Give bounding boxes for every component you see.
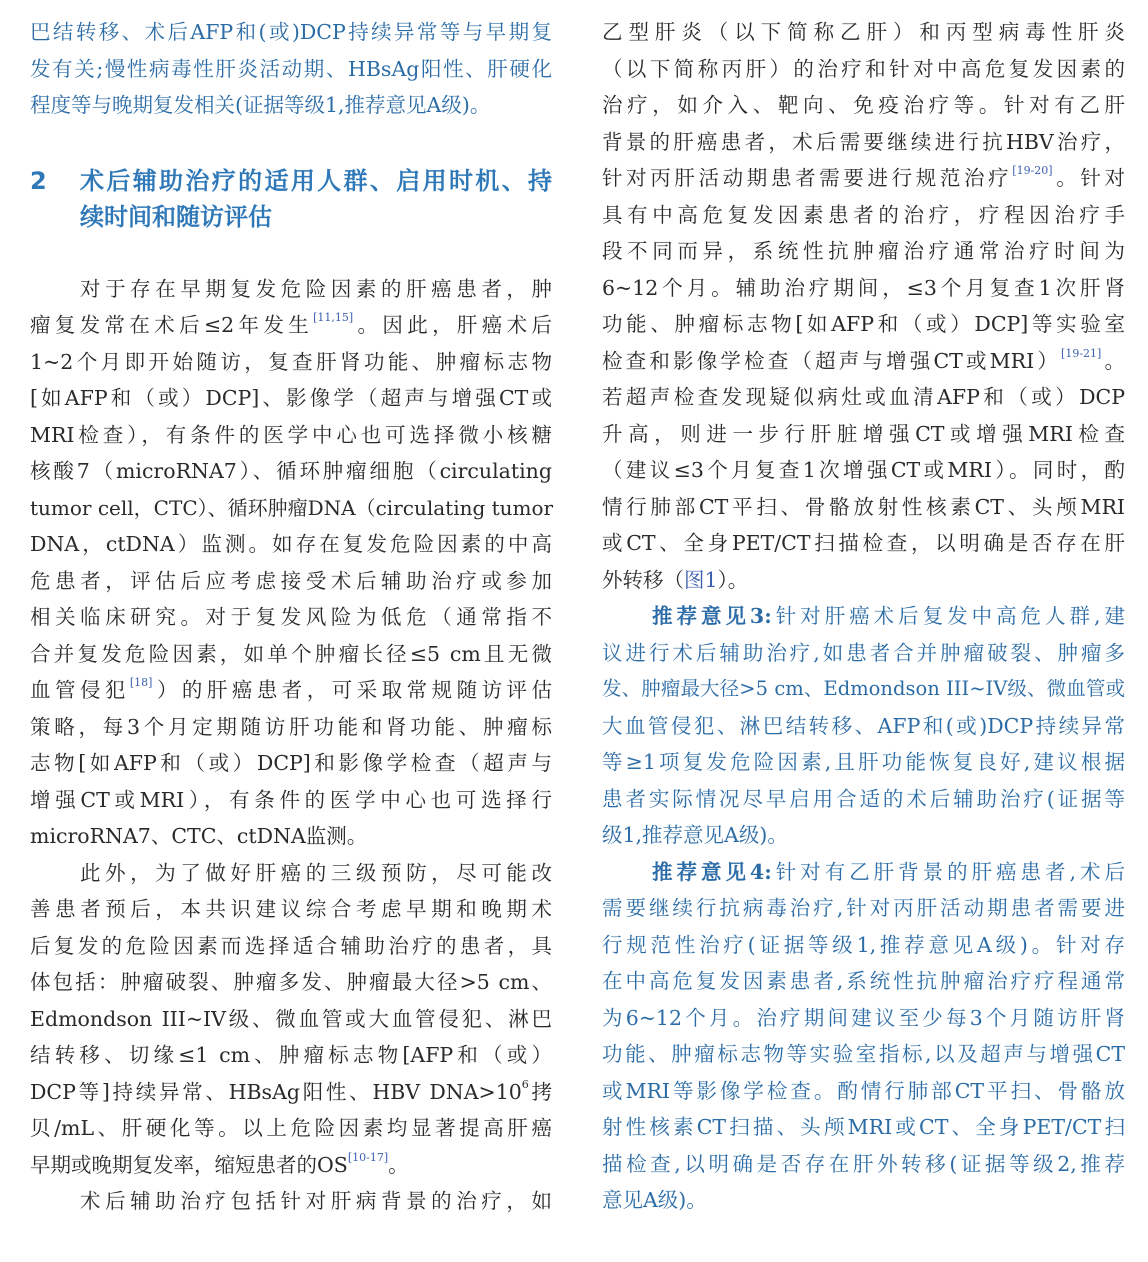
text-line: 若超声检查发现疑似病灶或血清AFP和（或）DCP bbox=[602, 385, 1125, 409]
recommendation-line: 患者实际情况尽早启用合适的术后辅助治疗(证据等 bbox=[602, 787, 1125, 811]
text-line: 体包括：肿瘤破裂、肿瘤多发、肿瘤最大径>5 cm、 bbox=[30, 970, 552, 994]
text-line bbox=[602, 160, 1125, 196]
text-line: （以下简称丙肝）的治疗和针对中高危复发因素的 bbox=[602, 57, 1125, 81]
text-span: 。针对 bbox=[1052, 166, 1125, 190]
recommendation-line: 程度等与晚期复发相关(证据等级1,推荐意见A级)。 bbox=[30, 93, 491, 117]
text-span: 。 bbox=[1101, 349, 1126, 373]
text-line: 相关临床研究。对于复发风险为低危（通常指不 bbox=[30, 605, 552, 629]
text-span: DCP等]持续异常、HBsAg阳性、HBV DNA>10 bbox=[30, 1080, 522, 1104]
text-span: 瘤复发常在术后≤2年发生 bbox=[30, 313, 314, 337]
text-line: 志物[如AFP和（或）DCP]和影像学检查（超声与 bbox=[30, 751, 552, 775]
text-line: MRI检查），有条件的医学中心也可选择微小核糖 bbox=[30, 423, 552, 447]
figure-link[interactable]: 图1 bbox=[684, 568, 718, 592]
text-span: 。 bbox=[388, 1153, 409, 1177]
text-span: 拷 bbox=[528, 1080, 552, 1104]
recommendation-line: 级1,推荐意见A级)。 bbox=[602, 823, 788, 847]
section-number: 2 bbox=[30, 167, 47, 195]
recommendation-4 bbox=[602, 854, 1125, 890]
text-line: 1~2个月即开始随访，复查肝肾功能、肿瘤标志物 bbox=[30, 350, 552, 374]
recommendation-line: 描检查,以明确是否存在肝外转移(证据等级2,推荐 bbox=[602, 1152, 1125, 1176]
citation-link[interactable]: [11,15] bbox=[313, 311, 354, 324]
text-span: 早期或晚期复发率，缩短患者的OS bbox=[30, 1153, 348, 1177]
section-heading-cont bbox=[30, 198, 552, 236]
text-line: 6~12个月。辅助治疗期间，≤3个月复查1次肝肾 bbox=[602, 276, 1125, 300]
recommendation-line: 发有关;慢性病毒性肝炎活动期、HBsAg阳性、肝硬化 bbox=[30, 57, 552, 81]
text-line: 贝/mL、肝硬化等。以上危险因素均显著提高肝癌 bbox=[30, 1116, 552, 1140]
text-line: 升高，则进一步行肝脏增强CT或增强MRI检查 bbox=[602, 422, 1125, 446]
text-line: 背景的肝癌患者，术后需要继续进行抗HBV治疗， bbox=[602, 130, 1125, 154]
text-line bbox=[30, 672, 552, 708]
text-line: 具有中高危复发因素患者的治疗，疗程因治疗手 bbox=[602, 203, 1125, 227]
section-heading bbox=[30, 162, 552, 200]
recommendation-line: 意见A级)。 bbox=[602, 1188, 707, 1212]
text-line: 功能、肿瘤标志物[如AFP和（或）DCP]等实验室 bbox=[602, 312, 1125, 336]
text-line bbox=[602, 562, 1125, 598]
citation-link[interactable]: [19-21] bbox=[1061, 347, 1102, 360]
citation-link[interactable]: [18] bbox=[129, 676, 153, 689]
text-line bbox=[30, 307, 552, 343]
text-line: 善患者预后，本共识建议综合考虑早期和晚期术 bbox=[30, 897, 552, 921]
text-span: 针对丙肝活动期患者需要进行规范治疗 bbox=[602, 166, 1013, 190]
text-line: 危患者，评估后应考虑接受术后辅助治疗或参加 bbox=[30, 569, 552, 593]
text-span: 外转移（ bbox=[602, 568, 684, 592]
text-line: 此外，为了做好肝癌的三级预防，尽可能改 bbox=[80, 861, 552, 885]
text-span: 针对有乙肝背景的肝癌患者,术后 bbox=[771, 860, 1125, 884]
text-line: 情行肺部CT平扫、骨骼放射性核素CT、头颅MRI bbox=[602, 495, 1125, 519]
text-line: 合并复发危险因素，如单个肿瘤长径≤5 cm且无微 bbox=[30, 642, 552, 666]
text-line: microRNA7、CTC、ctDNA监测。 bbox=[30, 824, 368, 848]
text-line: 后复发的危险因素而选择适合辅助治疗的患者，具 bbox=[30, 934, 552, 958]
text-span: 血管侵犯 bbox=[30, 678, 130, 702]
recommendation-line: 巴结转移、术后AFP和(或)DCP持续异常等与早期复 bbox=[30, 20, 552, 44]
text-line: 策略，每3个月定期随访肝功能和肾功能、肿瘤标 bbox=[30, 715, 552, 739]
text-line: 段不同而异，系统性抗肿瘤治疗通常治疗时间为 bbox=[602, 239, 1125, 263]
text-line: 乙型肝炎（以下简称乙肝）和丙型病毒性肝炎 bbox=[602, 20, 1125, 44]
text-line: 对于存在早期复发危险因素的肝癌患者，肿 bbox=[80, 277, 552, 301]
text-line: 核酸7（microRNA7）、循环肿瘤细胞（circulating bbox=[30, 459, 552, 483]
recommendation-label: 推荐意见3: bbox=[652, 604, 772, 628]
text-span: ）的肝癌患者，可采取常规随访评估 bbox=[152, 678, 553, 702]
text-line: 或CT、全身PET/CT扫描检查，以明确是否存在肝 bbox=[602, 531, 1125, 555]
text-span: ）。 bbox=[717, 568, 749, 592]
text-line bbox=[30, 1147, 552, 1183]
recommendation-line: 在中高危复发因素患者,系统性抗肿瘤治疗疗程通常 bbox=[602, 969, 1125, 993]
text-span: 检查和影像学检查（超声与增强CT或MRI） bbox=[602, 349, 1062, 373]
text-line: 结转移、切缘≤1 cm、肿瘤标志物[AFP和（或） bbox=[30, 1043, 552, 1067]
text-line: DNA，ctDNA）监测。如存在复发危险因素的中高 bbox=[30, 532, 552, 556]
section-title-line: 续时间和随访评估 bbox=[80, 203, 272, 231]
text-line: （建议≤3个月复查1次增强CT或MRI）。同时，酌 bbox=[602, 458, 1125, 482]
recommendation-line: 议进行术后辅助治疗,如患者合并肿瘤破裂、肿瘤多 bbox=[602, 641, 1125, 665]
text-line: Edmondson III~IV级、微血管或大血管侵犯、淋巴 bbox=[30, 1007, 552, 1031]
citation-link[interactable]: [10-17] bbox=[347, 1151, 389, 1164]
recommendation-3 bbox=[602, 598, 1125, 634]
text-line: 治疗，如介入、靶向、免疫治疗等。针对有乙肝 bbox=[602, 93, 1125, 117]
recommendation-label: 推荐意见4: bbox=[652, 860, 772, 884]
recommendation-line: 射性核素CT扫描、头颅MRI或CT、全身PET/CT扫 bbox=[602, 1115, 1125, 1139]
text-span: 。因此，肝癌术后 bbox=[353, 313, 552, 337]
recommendation-line: 功能、肿瘤标志物等实验室指标,以及超声与增强CT bbox=[602, 1042, 1125, 1066]
text-line: tumor cell，CTC）、循环肿瘤DNA（circulating tumor bbox=[30, 496, 554, 520]
recommendation-line: 或MRI等影像学检查。酌情行肺部CT平扫、骨骼放 bbox=[602, 1079, 1125, 1103]
recommendation-line: 发、肿瘤最大径>5 cm、Edmondson III~IV级、微血管或 bbox=[602, 677, 1125, 700]
text-line: 增强CT或MRI），有条件的医学中心也可选择行 bbox=[30, 788, 552, 812]
citation-link[interactable]: [19-20] bbox=[1012, 164, 1053, 177]
text-line: [如AFP和（或）DCP]、影像学（超声与增强CT或 bbox=[30, 386, 552, 410]
section-title-line: 术后辅助治疗的适用人群、启用时机、持 bbox=[80, 167, 552, 195]
recommendation-line: 为6~12个月。治疗期间建议至少每3个月随访肝肾 bbox=[602, 1006, 1125, 1030]
text-line bbox=[602, 343, 1125, 379]
recommendation-line: 等≥1项复发危险因素,且肝功能恢复良好,建议根据 bbox=[602, 750, 1125, 774]
recommendation-line: 大血管侵犯、淋巴结转移、AFP和(或)DCP持续异常 bbox=[602, 714, 1125, 738]
text-span: 针对肝癌术后复发中高危人群,建 bbox=[771, 604, 1125, 628]
recommendation-line: 行规范性治疗(证据等级1,推荐意见A级)。针对存 bbox=[602, 933, 1125, 957]
text-line: 术后辅助治疗包括针对肝病背景的治疗，如 bbox=[80, 1189, 552, 1213]
text-line bbox=[30, 1074, 552, 1110]
recommendation-line: 需要继续行抗病毒治疗,针对丙肝活动期患者需要进 bbox=[602, 896, 1125, 920]
exponent: 6 bbox=[521, 1078, 529, 1091]
